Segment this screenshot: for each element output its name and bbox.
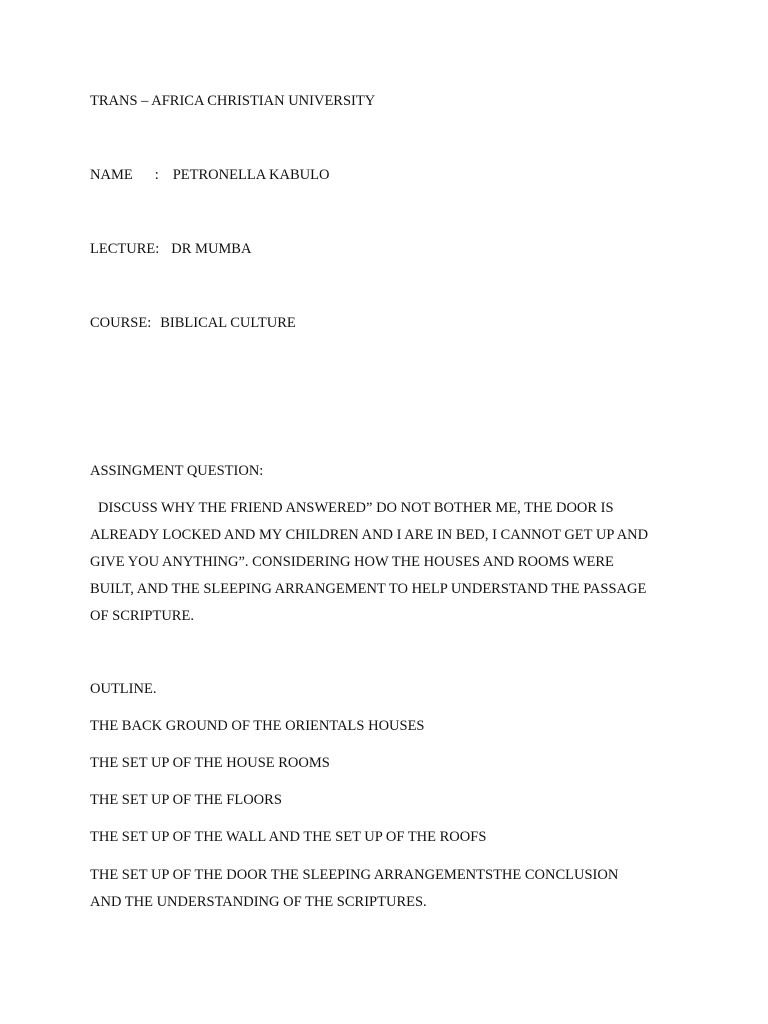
question-line: OF SCRIPTURE. <box>90 608 194 624</box>
course-row <box>90 310 296 337</box>
university-title: TRANS – AFRICA CHRISTIAN UNIVERSITY <box>90 93 376 109</box>
course-label: COURSE: <box>90 315 152 331</box>
outline-item: THE SET UP OF THE HOUSE ROOMS <box>90 755 330 771</box>
lecture-label: LECTURE: <box>90 241 160 257</box>
outline-heading: OUTLINE. <box>90 681 157 697</box>
outline-item-line: THE SET UP OF THE DOOR THE SLEEPING ARRANGEMENTSTHE CONCLUSION <box>90 867 619 883</box>
outline-item: THE SET UP OF THE FLOORS <box>90 792 282 808</box>
assignment-heading: ASSINGMENT QUESTION: <box>90 463 264 479</box>
outline-item: THE SET UP OF THE WALL AND THE SET UP OF THE ROOFS <box>90 829 487 845</box>
lecture-row <box>90 236 251 263</box>
name-value: PETRONELLA KABULO <box>172 167 330 183</box>
course-value: BIBLICAL CULTURE <box>160 315 296 331</box>
name-separator: : <box>154 167 159 183</box>
outline-last-item <box>90 862 690 916</box>
name-row <box>90 162 329 189</box>
question-line: GIVE YOU ANYTHING”. CONSIDERING HOW THE HOUSES AND ROOMS WERE <box>90 554 614 570</box>
lecture-value: DR MUMBA <box>171 241 252 257</box>
question-line: BUILT, AND THE SLEEPING ARRANGEMENT TO HELP UNDERSTAND THE PASSAGE <box>90 581 647 597</box>
outline-item: THE BACK GROUND OF THE ORIENTALS HOUSES <box>90 718 425 734</box>
question-line: ALREADY LOCKED AND MY CHILDREN AND I ARE IN BED, I CANNOT GET UP AND <box>90 527 649 543</box>
name-label: NAME <box>90 167 133 183</box>
question-line: DISCUSS WHY THE FRIEND ANSWERED” DO NOT BOTHER ME, THE DOOR IS <box>98 500 614 516</box>
outline-item-line: AND THE UNDERSTANDING OF THE SCRIPTURES. <box>90 894 427 910</box>
assignment-question <box>90 495 690 630</box>
